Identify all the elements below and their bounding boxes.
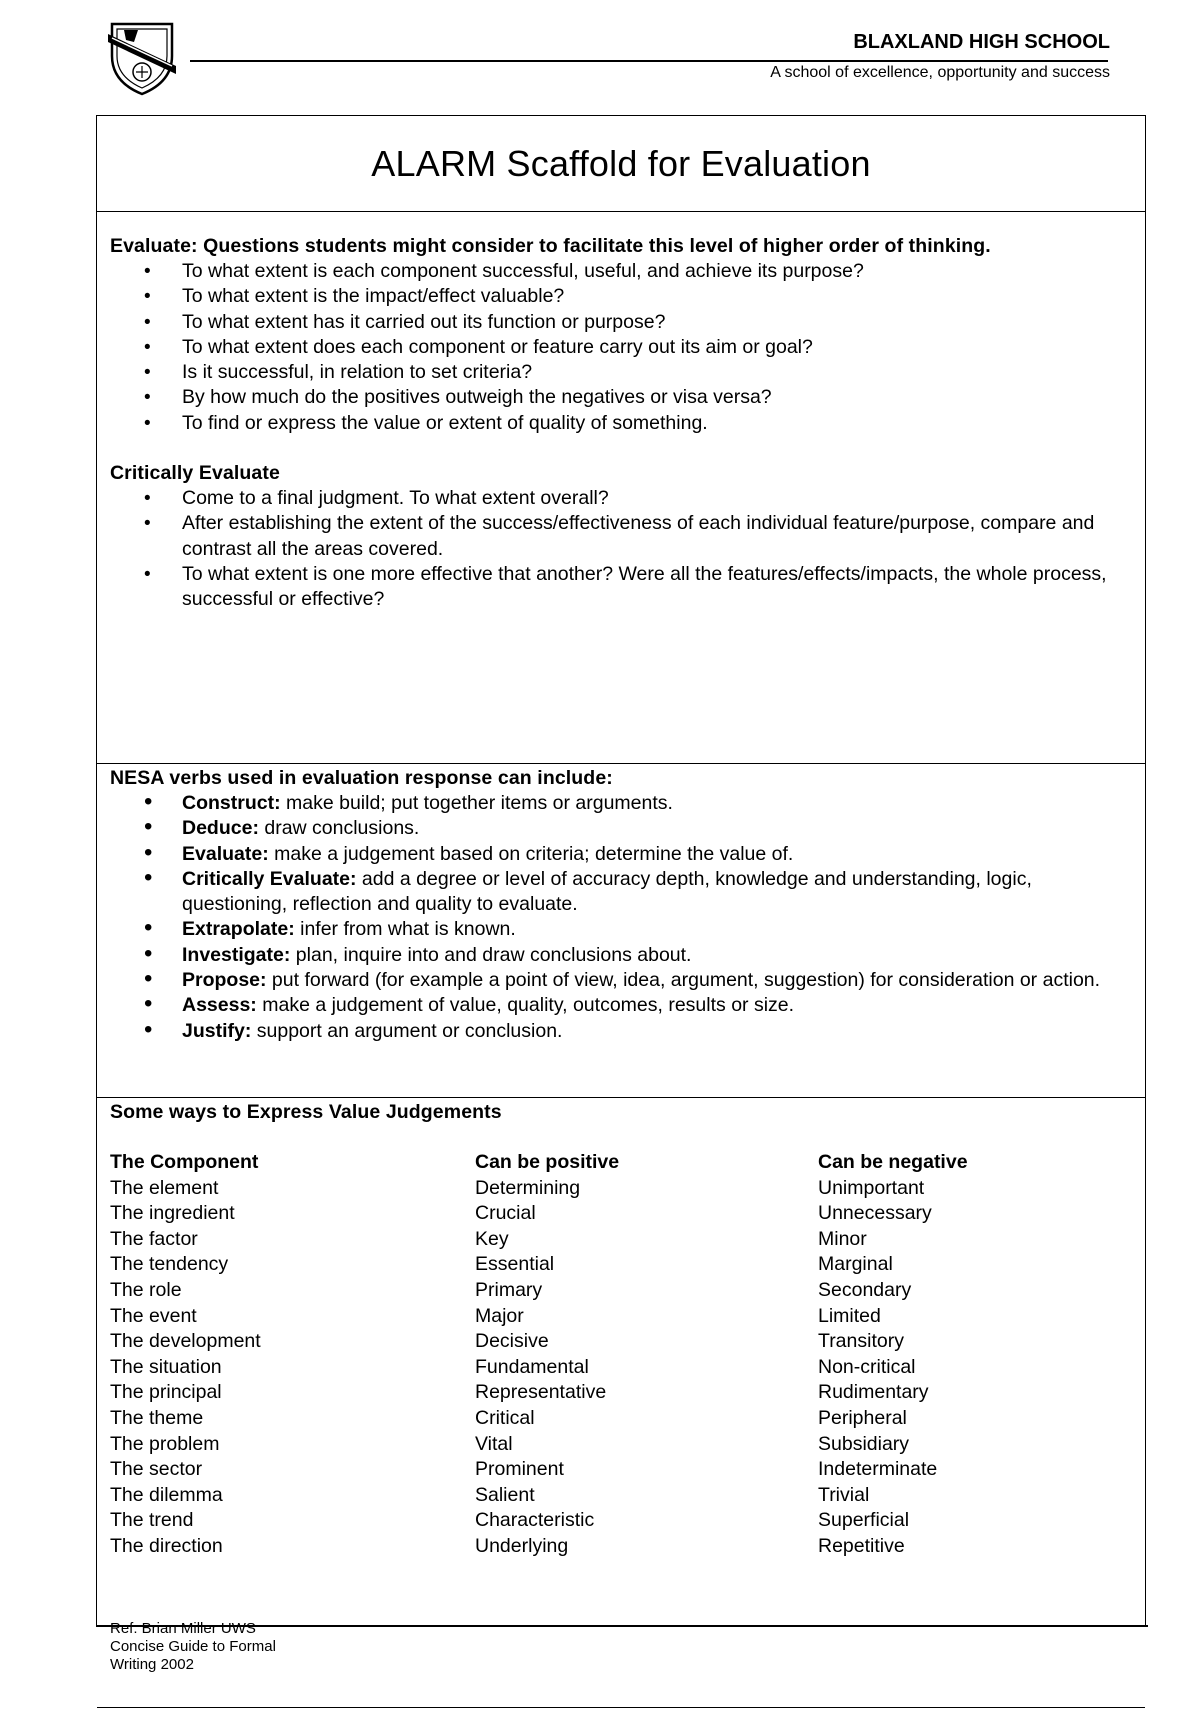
nesa-heading: NESA verbs used in evaluation response can include: <box>110 767 613 789</box>
value-judgements-table <box>110 1150 1118 1560</box>
verb-term: Justify: <box>182 1019 252 1042</box>
document-frame <box>96 115 1146 1673</box>
list-item: • Come to a final judgment. To what extent overall? <box>182 486 1145 511</box>
list-item: • After establishing the extent of the success/effectiveness of each individual feature/purpose, compare and contrast all the areas covered. <box>182 511 1145 562</box>
table-row <box>110 1252 1118 1278</box>
verb-item <box>182 917 1145 942</box>
value-judgements-rows <box>110 1176 1118 1560</box>
positive-cell: Vital <box>475 1432 513 1455</box>
reference-note <box>110 1620 276 1674</box>
positive-cell: Major <box>475 1304 524 1327</box>
critically-evaluate-list <box>110 486 1145 612</box>
table-row <box>110 1483 1118 1509</box>
component-cell: The principal <box>110 1381 222 1404</box>
reference-line: Concise Guide to Formal <box>110 1638 276 1655</box>
reference-line: Writing 2002 <box>110 1656 194 1673</box>
verb-definition: put forward (for example a point of view, idea, argument, suggestion) for consideration or action. <box>266 969 1101 992</box>
positive-cell: Crucial <box>475 1202 536 1225</box>
table-row <box>110 1304 1118 1330</box>
table-row <box>110 1201 1118 1227</box>
verb-definition: make a judgement based on criteria; determine the value of. <box>268 842 794 865</box>
reference-line: Ref: Brian Miller UWS <box>110 1620 256 1637</box>
positive-cell: Representative <box>475 1381 607 1404</box>
column-header: The Component <box>110 1151 259 1173</box>
empty-footer-row <box>97 1708 1145 1726</box>
verb-term: Evaluate: <box>182 842 269 865</box>
negative-cell: Repetitive <box>818 1534 905 1557</box>
negative-cell: Trivial <box>818 1483 870 1506</box>
frame-bottom-rule <box>96 1625 1148 1627</box>
negative-cell: Secondary <box>818 1278 912 1301</box>
component-cell: The development <box>110 1330 261 1353</box>
verb-definition: add a degree or level of accuracy depth, knowledge and understanding, logic, questioning, reflection and quality to evaluate. <box>182 867 1032 916</box>
component-cell: The theme <box>110 1406 204 1429</box>
component-cell: The situation <box>110 1355 222 1378</box>
positive-cell: Decisive <box>475 1330 549 1353</box>
critically-evaluate-heading: Critically Evaluate <box>110 462 280 485</box>
verb-item <box>182 867 1145 918</box>
table-row <box>110 1355 1118 1381</box>
header-rule <box>190 60 1108 62</box>
negative-cell: Minor <box>818 1227 867 1250</box>
positive-cell: Key <box>475 1227 509 1250</box>
verb-definition: infer from what is known. <box>294 918 516 941</box>
positive-cell: Salient <box>475 1483 535 1506</box>
verb-term: Investigate: <box>182 943 291 966</box>
verb-item <box>182 842 1145 867</box>
verb-item <box>182 943 1145 968</box>
component-cell: The tendency <box>110 1253 229 1276</box>
component-cell: The element <box>110 1176 219 1199</box>
list-item: • To what extent is each component successful, useful, and achieve its purpose? <box>182 259 1145 284</box>
verb-definition: plan, inquire into and draw conclusions about. <box>290 943 692 966</box>
negative-cell: Indeterminate <box>818 1458 938 1481</box>
negative-cell: Unnecessary <box>818 1202 932 1225</box>
component-cell: The factor <box>110 1227 198 1250</box>
list-item: • To what extent is the impact/effect valuable? <box>182 284 1145 309</box>
spacer <box>110 436 1145 461</box>
verb-definition: make a judgement of value, quality, outcomes, results or size. <box>256 994 795 1017</box>
positive-cell: Primary <box>475 1278 543 1301</box>
verb-item <box>182 791 1145 816</box>
component-cell: The dilemma <box>110 1483 223 1506</box>
negative-cell: Superficial <box>818 1509 910 1532</box>
column-header: Can be positive <box>475 1151 620 1173</box>
negative-cell: Peripheral <box>818 1406 907 1429</box>
component-cell: The problem <box>110 1432 220 1455</box>
verb-term: Construct: <box>182 792 281 814</box>
verb-term: Deduce: <box>182 817 259 840</box>
list-item: • To what extent has it carried out its function or purpose? <box>182 310 1145 335</box>
positive-cell: Essential <box>475 1253 555 1276</box>
verb-term: Propose: <box>182 969 267 992</box>
evaluate-section <box>97 212 1145 764</box>
negative-cell: Limited <box>818 1304 881 1327</box>
table-row <box>110 1534 1118 1560</box>
component-cell: The role <box>110 1278 182 1301</box>
negative-cell: Transitory <box>818 1330 904 1353</box>
negative-cell: Marginal <box>818 1253 893 1276</box>
component-cell: The direction <box>110 1534 223 1557</box>
list-item: • To find or express the value or extent of quality of something. <box>182 411 1145 436</box>
table-row <box>110 1329 1118 1355</box>
negative-cell: Rudimentary <box>818 1381 929 1404</box>
negative-cell: Subsidiary <box>818 1432 910 1455</box>
verb-item <box>182 816 1145 841</box>
positive-cell: Prominent <box>475 1458 564 1481</box>
school-crest-logo <box>104 18 180 98</box>
verb-item <box>182 968 1145 993</box>
verb-term: Assess: <box>182 994 257 1017</box>
table-row <box>110 1227 1118 1253</box>
list-item: • To what extent is one more effective that another? Were all the features/effects/impacts, the whole process, successful or effective? <box>182 562 1145 613</box>
table-row <box>110 1380 1118 1406</box>
positive-cell: Critical <box>475 1406 535 1429</box>
nesa-verbs-list <box>110 791 1145 1044</box>
negative-cell: Non-critical <box>818 1355 916 1378</box>
school-name: BLAXLAND HIGH SCHOOL <box>853 31 1110 53</box>
list-item: • To what extent does each component or feature carry out its aim or goal? <box>182 335 1145 360</box>
table-row <box>110 1278 1118 1304</box>
negative-cell: Unimportant <box>818 1176 925 1199</box>
component-cell: The event <box>110 1304 197 1327</box>
table-row <box>110 1176 1118 1202</box>
table-row <box>110 1406 1118 1432</box>
school-motto: A school of excellence, opportunity and success <box>770 64 1110 81</box>
table-row <box>110 1508 1118 1534</box>
column-header: Can be negative <box>818 1151 968 1173</box>
verb-definition: make build; put together items or arguments. <box>280 792 673 814</box>
list-item: • Is it successful, in relation to set criteria? <box>182 360 1145 385</box>
verb-definition: support an argument or conclusion. <box>251 1019 563 1042</box>
verb-term: Extrapolate: <box>182 918 295 941</box>
table-row <box>110 1432 1118 1458</box>
component-cell: The trend <box>110 1509 194 1532</box>
evaluate-list <box>110 259 1145 436</box>
nesa-verbs-section <box>97 764 1145 1098</box>
table-row <box>110 1457 1118 1483</box>
positive-cell: Determining <box>475 1176 581 1199</box>
title-section <box>97 116 1145 212</box>
verb-item <box>182 993 1145 1018</box>
positive-cell: Characteristic <box>475 1509 595 1532</box>
page-title: ALARM Scaffold for Evaluation <box>371 142 871 184</box>
component-cell: The sector <box>110 1458 203 1481</box>
value-judgements-section <box>97 1098 1145 1708</box>
evaluate-heading: Evaluate: Questions students might consider to facilitate this level of higher order of thinking. <box>110 235 991 257</box>
positive-cell: Underlying <box>475 1534 569 1557</box>
value-judgements-heading: Some ways to Express Value Judgements <box>110 1101 502 1123</box>
verb-definition: draw conclusions. <box>258 817 420 840</box>
verb-item <box>182 1019 1145 1044</box>
verb-term: Critically Evaluate: <box>182 867 357 890</box>
table-header-row <box>110 1150 1118 1176</box>
component-cell: The ingredient <box>110 1202 235 1225</box>
positive-cell: Fundamental <box>475 1355 589 1378</box>
list-item: • By how much do the positives outweigh the negatives or visa versa? <box>182 385 1145 410</box>
